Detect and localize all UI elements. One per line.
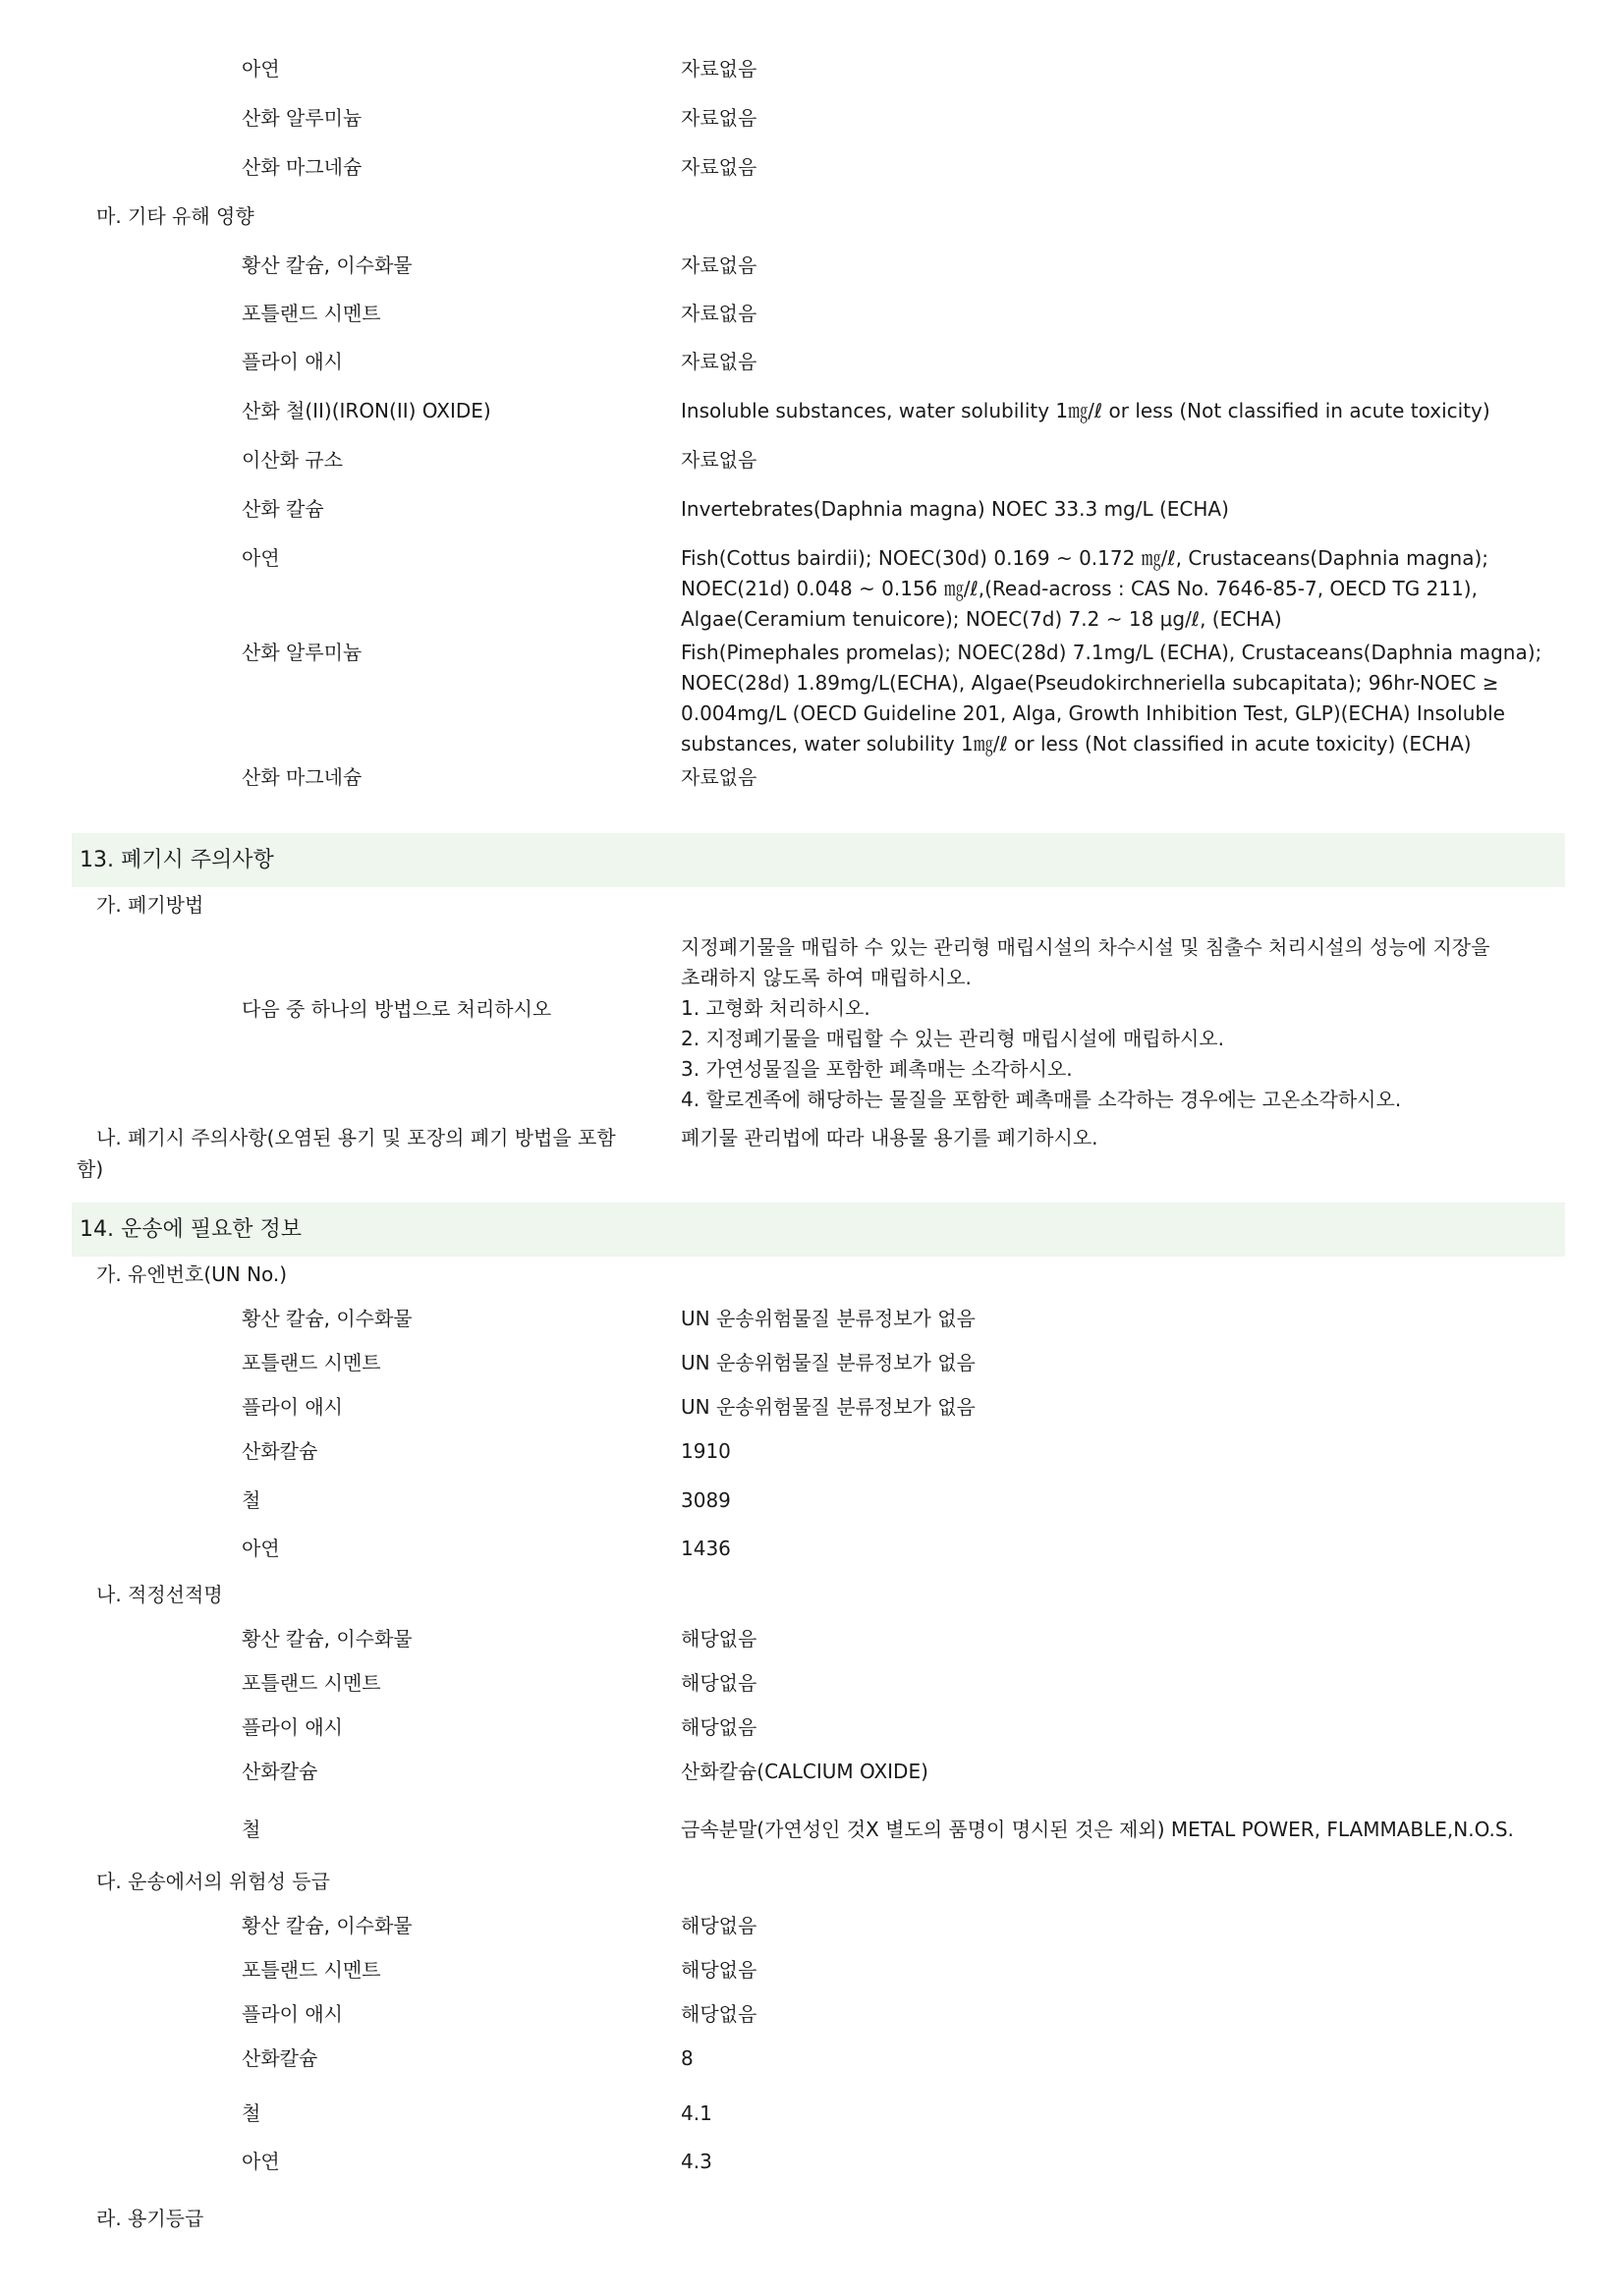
disposal-caution-label: 나. 폐기시 주의사항(오염된 용기 및 포장의 폐기 방법을 포함 bbox=[96, 1126, 616, 1149]
substance-name: 이산화 규소 bbox=[242, 448, 343, 472]
substance-name: 산화 알루미늄 bbox=[242, 106, 363, 130]
packing-group-label: 라. 용기등급 bbox=[96, 2207, 204, 2230]
substance-name: 철 bbox=[242, 1488, 261, 1512]
substance-name: 황산 칼슘, 이수화물 bbox=[242, 253, 413, 277]
substance-value: 자료없음 bbox=[681, 448, 757, 472]
substance-name: 산화 칼슘 bbox=[242, 497, 324, 521]
value-line: NOEC(21d) 0.048 ~ 0.156 ㎎/ℓ,(Read-across : CAS No. 7646-85-7, OECD TG 211), bbox=[681, 577, 1478, 600]
substance-name: 포틀랜드 시멘트 bbox=[242, 302, 381, 325]
substance-value: 4.1 bbox=[681, 2101, 712, 2125]
substance-value: 자료없음 bbox=[681, 106, 757, 130]
other-effects-label: 마. 기타 유해 영향 bbox=[96, 204, 254, 228]
substance-value: 자료없음 bbox=[681, 765, 757, 789]
value-line: 1. 고형화 처리하시오. bbox=[681, 996, 870, 1020]
substance-value: 자료없음 bbox=[681, 253, 757, 277]
substance-value: 4.3 bbox=[681, 2150, 712, 2173]
substance-value: 해당없음 bbox=[681, 1671, 757, 1695]
substance-name: 플라이 애시 bbox=[242, 2002, 343, 2026]
substance-name: 포틀랜드 시멘트 bbox=[242, 1351, 381, 1374]
substance-value: 금속분말(가연성인 것X 별도의 품명이 명시된 것은 제외) METAL POWER, FLAMMABLE,N.O.S. bbox=[681, 1818, 1514, 1841]
substance-value: Invertebrates(Daphnia magna) NOEC 33.3 mg/L (ECHA) bbox=[681, 497, 1229, 521]
substance-value bbox=[681, 543, 1565, 635]
substance-value: 자료없음 bbox=[681, 57, 757, 81]
disposal-method-value bbox=[681, 932, 1565, 1115]
shipping-name-label: 나. 적정선적명 bbox=[96, 1583, 223, 1606]
substance-value: UN 운송위험물질 분류정보가 없음 bbox=[681, 1307, 976, 1330]
substance-value: 1436 bbox=[681, 1537, 731, 1560]
substance-name: 산화 마그네슘 bbox=[242, 155, 363, 179]
substance-name: 황산 칼슘, 이수화물 bbox=[242, 1627, 413, 1651]
substance-name: 철 bbox=[242, 1818, 261, 1841]
substance-name: 아연 bbox=[242, 2150, 280, 2173]
substance-value: 해당없음 bbox=[681, 1958, 757, 1982]
substance-value: 8 bbox=[681, 2046, 694, 2070]
substance-name: 산화칼슘 bbox=[242, 2046, 318, 2070]
value-line: 2. 지정폐기물을 매립할 수 있는 관리형 매립시설에 매립하시오. bbox=[681, 1027, 1224, 1050]
value-line: Algae(Ceramium tenuicore); NOEC(7d) 7.2 ~ 18 μg/ℓ, (ECHA) bbox=[681, 607, 1282, 631]
substance-name: 산화 마그네슘 bbox=[242, 765, 363, 789]
substance-value: 해당없음 bbox=[681, 1914, 757, 1937]
substance-name: 철 bbox=[242, 2101, 261, 2125]
substance-name: 플라이 애시 bbox=[242, 1715, 343, 1739]
section-title: 13. 폐기시 주의사항 bbox=[80, 848, 274, 872]
substance-name: 플라이 애시 bbox=[242, 1395, 343, 1419]
substance-value: 해당없음 bbox=[681, 1627, 757, 1651]
substance-name: 황산 칼슘, 이수화물 bbox=[242, 1307, 413, 1330]
un-number-label: 가. 유엔번호(UN No.) bbox=[96, 1262, 288, 1286]
value-line: 3. 가연성물질을 포함한 폐촉매는 소각하시오. bbox=[681, 1057, 1073, 1081]
substance-value: 해당없음 bbox=[681, 1715, 757, 1739]
substance-name: 아연 bbox=[242, 57, 280, 81]
substance-name: 포틀랜드 시멘트 bbox=[242, 1671, 381, 1695]
value-line: NOEC(28d) 1.89mg/L(ECHA), Algae(Pseudokirchneriella subcapitata); 96hr-NOEC ≥ bbox=[681, 671, 1499, 695]
substance-value: 자료없음 bbox=[681, 155, 757, 179]
substance-name: 산화 철(II)(IRON(II) OXIDE) bbox=[242, 399, 491, 422]
value-line: substances, water solubility 1㎎/ℓ or less (Not classified in acute toxicity) (ECHA) bbox=[681, 732, 1472, 756]
substance-value: 3089 bbox=[681, 1488, 731, 1512]
section-header-13 bbox=[72, 833, 1565, 887]
substance-name: 아연 bbox=[242, 1537, 280, 1560]
substance-name: 산화 알루미늄 bbox=[242, 641, 363, 664]
disposal-caution-label-cont: 함) bbox=[77, 1157, 104, 1181]
substance-name: 포틀랜드 시멘트 bbox=[242, 1958, 381, 1982]
substance-value: 1910 bbox=[681, 1439, 731, 1463]
value-line: 초래하지 않도록 하여 매립하시오. bbox=[681, 966, 972, 989]
value-line: 4. 할로겐족에 해당하는 물질을 포함한 폐촉매를 소각하는 경우에는 고온소각하시오. bbox=[681, 1088, 1402, 1111]
substance-value: UN 운송위험물질 분류정보가 없음 bbox=[681, 1395, 976, 1419]
substance-value: Insoluble substances, water solubility 1㎎/ℓ or less (Not classified in acute toxicity) bbox=[681, 399, 1490, 422]
section-header-14 bbox=[72, 1203, 1565, 1257]
substance-value: 해당없음 bbox=[681, 2002, 757, 2026]
section-title: 14. 운송에 필요한 정보 bbox=[80, 1217, 302, 1242]
substance-name: 산화칼슘 bbox=[242, 1760, 318, 1783]
substance-value: 산화칼슘(CALCIUM OXIDE) bbox=[681, 1760, 928, 1783]
value-line: 0.004mg/L (OECD Guideline 201, Alga, Growth Inhibition Test, GLP)(ECHA) Insoluble bbox=[681, 701, 1505, 725]
substance-name: 플라이 애시 bbox=[242, 350, 343, 373]
hazard-class-label: 다. 운송에서의 위험성 등급 bbox=[96, 1870, 330, 1893]
disposal-caution-value: 폐기물 관리법에 따라 내용물 용기를 폐기하시오. bbox=[681, 1126, 1098, 1149]
substance-name: 아연 bbox=[242, 546, 280, 570]
value-line: Fish(Cottus bairdii); NOEC(30d) 0.169 ~ 0.172 ㎎/ℓ, Crustaceans(Daphnia magna); bbox=[681, 546, 1489, 570]
disposal-method-label: 가. 폐기방법 bbox=[96, 893, 204, 917]
disposal-method-name: 다음 중 하나의 방법으로 처리하시오 bbox=[242, 997, 552, 1021]
value-line: 지정폐기물을 매립하 수 있는 관리형 매립시설의 차수시설 및 침출수 처리시설의 성능에 지장을 bbox=[681, 935, 1490, 959]
substance-name: 산화칼슘 bbox=[242, 1439, 318, 1463]
substance-name: 황산 칼슘, 이수화물 bbox=[242, 1914, 413, 1937]
value-line: Fish(Pimephales promelas); NOEC(28d) 7.1mg/L (ECHA), Crustaceans(Daphnia magna); bbox=[681, 641, 1542, 664]
substance-value bbox=[681, 638, 1565, 759]
substance-value: UN 운송위험물질 분류정보가 없음 bbox=[681, 1351, 976, 1374]
substance-value: 자료없음 bbox=[681, 350, 757, 373]
substance-value: 자료없음 bbox=[681, 302, 757, 325]
